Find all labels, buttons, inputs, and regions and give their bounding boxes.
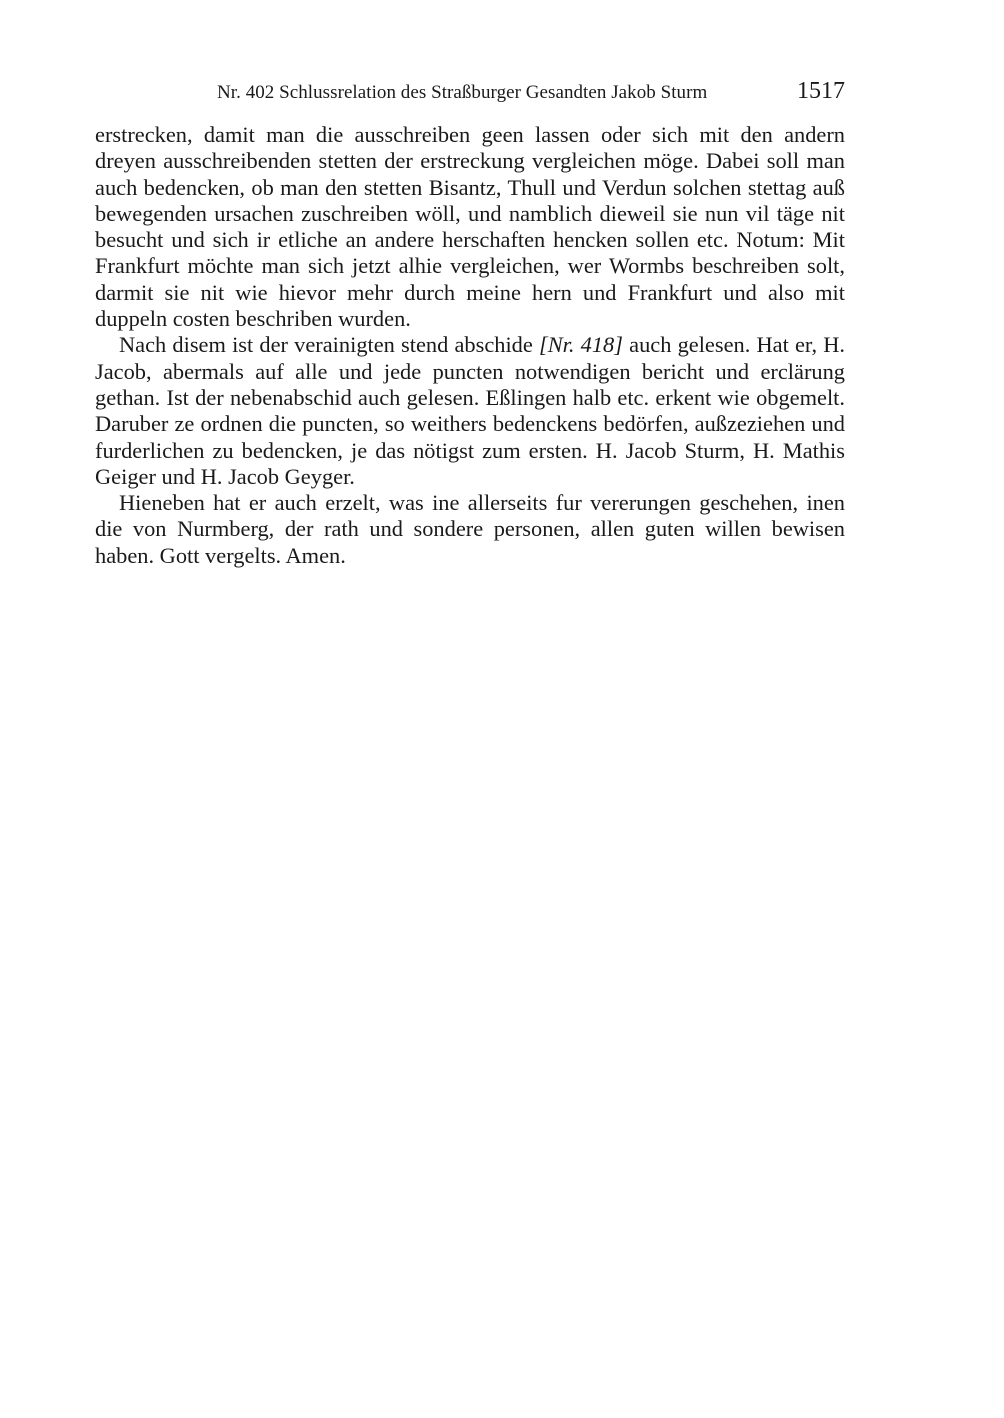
cross-reference: [Nr. 418] [539,332,623,358]
page-number: 1517 [797,78,845,104]
paragraph-3: Hieneben hat er auch erzelt, was ine allerseits fur vererungen geschehen, inen die von Nurmberg, der rath und sondere personen, allen guten willen bewisen haben. Gott vergelts. Amen. [95,490,845,568]
paragraph-2 [95,332,845,490]
paragraph-2-text-before: Nach disem ist der verainigten stend abschide [119,332,539,358]
paragraph-2-text-after: auch gelesen. Hat er, H. Jacob, abermals auf alle und jede puncten notwendigen bericht und erclärung gethan. Ist der nebenabschid auch gelesen. Eßlingen halb etc. erkent wie obgemelt. Daruber ze ordnen die puncten, so weithers bedenckens bedörfen, außzeziehen und furderlichen zu bedencken, je das nötigst zum ersten. H. Jacob Sturm, H. Mathis Geiger und H. Jacob Geyger. [95,332,846,489]
main-text [95,122,845,569]
running-head [95,78,845,108]
running-title: Nr. 402 Schlussrelation des Straßburger Gesandten Jakob Sturm [217,82,708,103]
paragraph-1: erstrecken, damit man die ausschreiben geen lassen oder sich mit den andern dreyen ausschreibenden stetten der erstreckung vergleichen möge. Dabei soll man auch bedencken, ob man den stetten Bisantz, Thull und Verdun solchen stettag auß bewegenden ursachen zuschreiben wöll, und namblich dieweil sie nun vil täge nit besucht und sich ir etliche an andere herschaften hencken sollen etc. Notum: Mit Frankfurt möchte man sich jetzt alhie vergleichen, wer Wormbs beschreiben solt, darmit sie nit wie hievor mehr durch meine hern und Frankfurt und also mit duppeln costen beschriben wurden. [95,122,845,332]
